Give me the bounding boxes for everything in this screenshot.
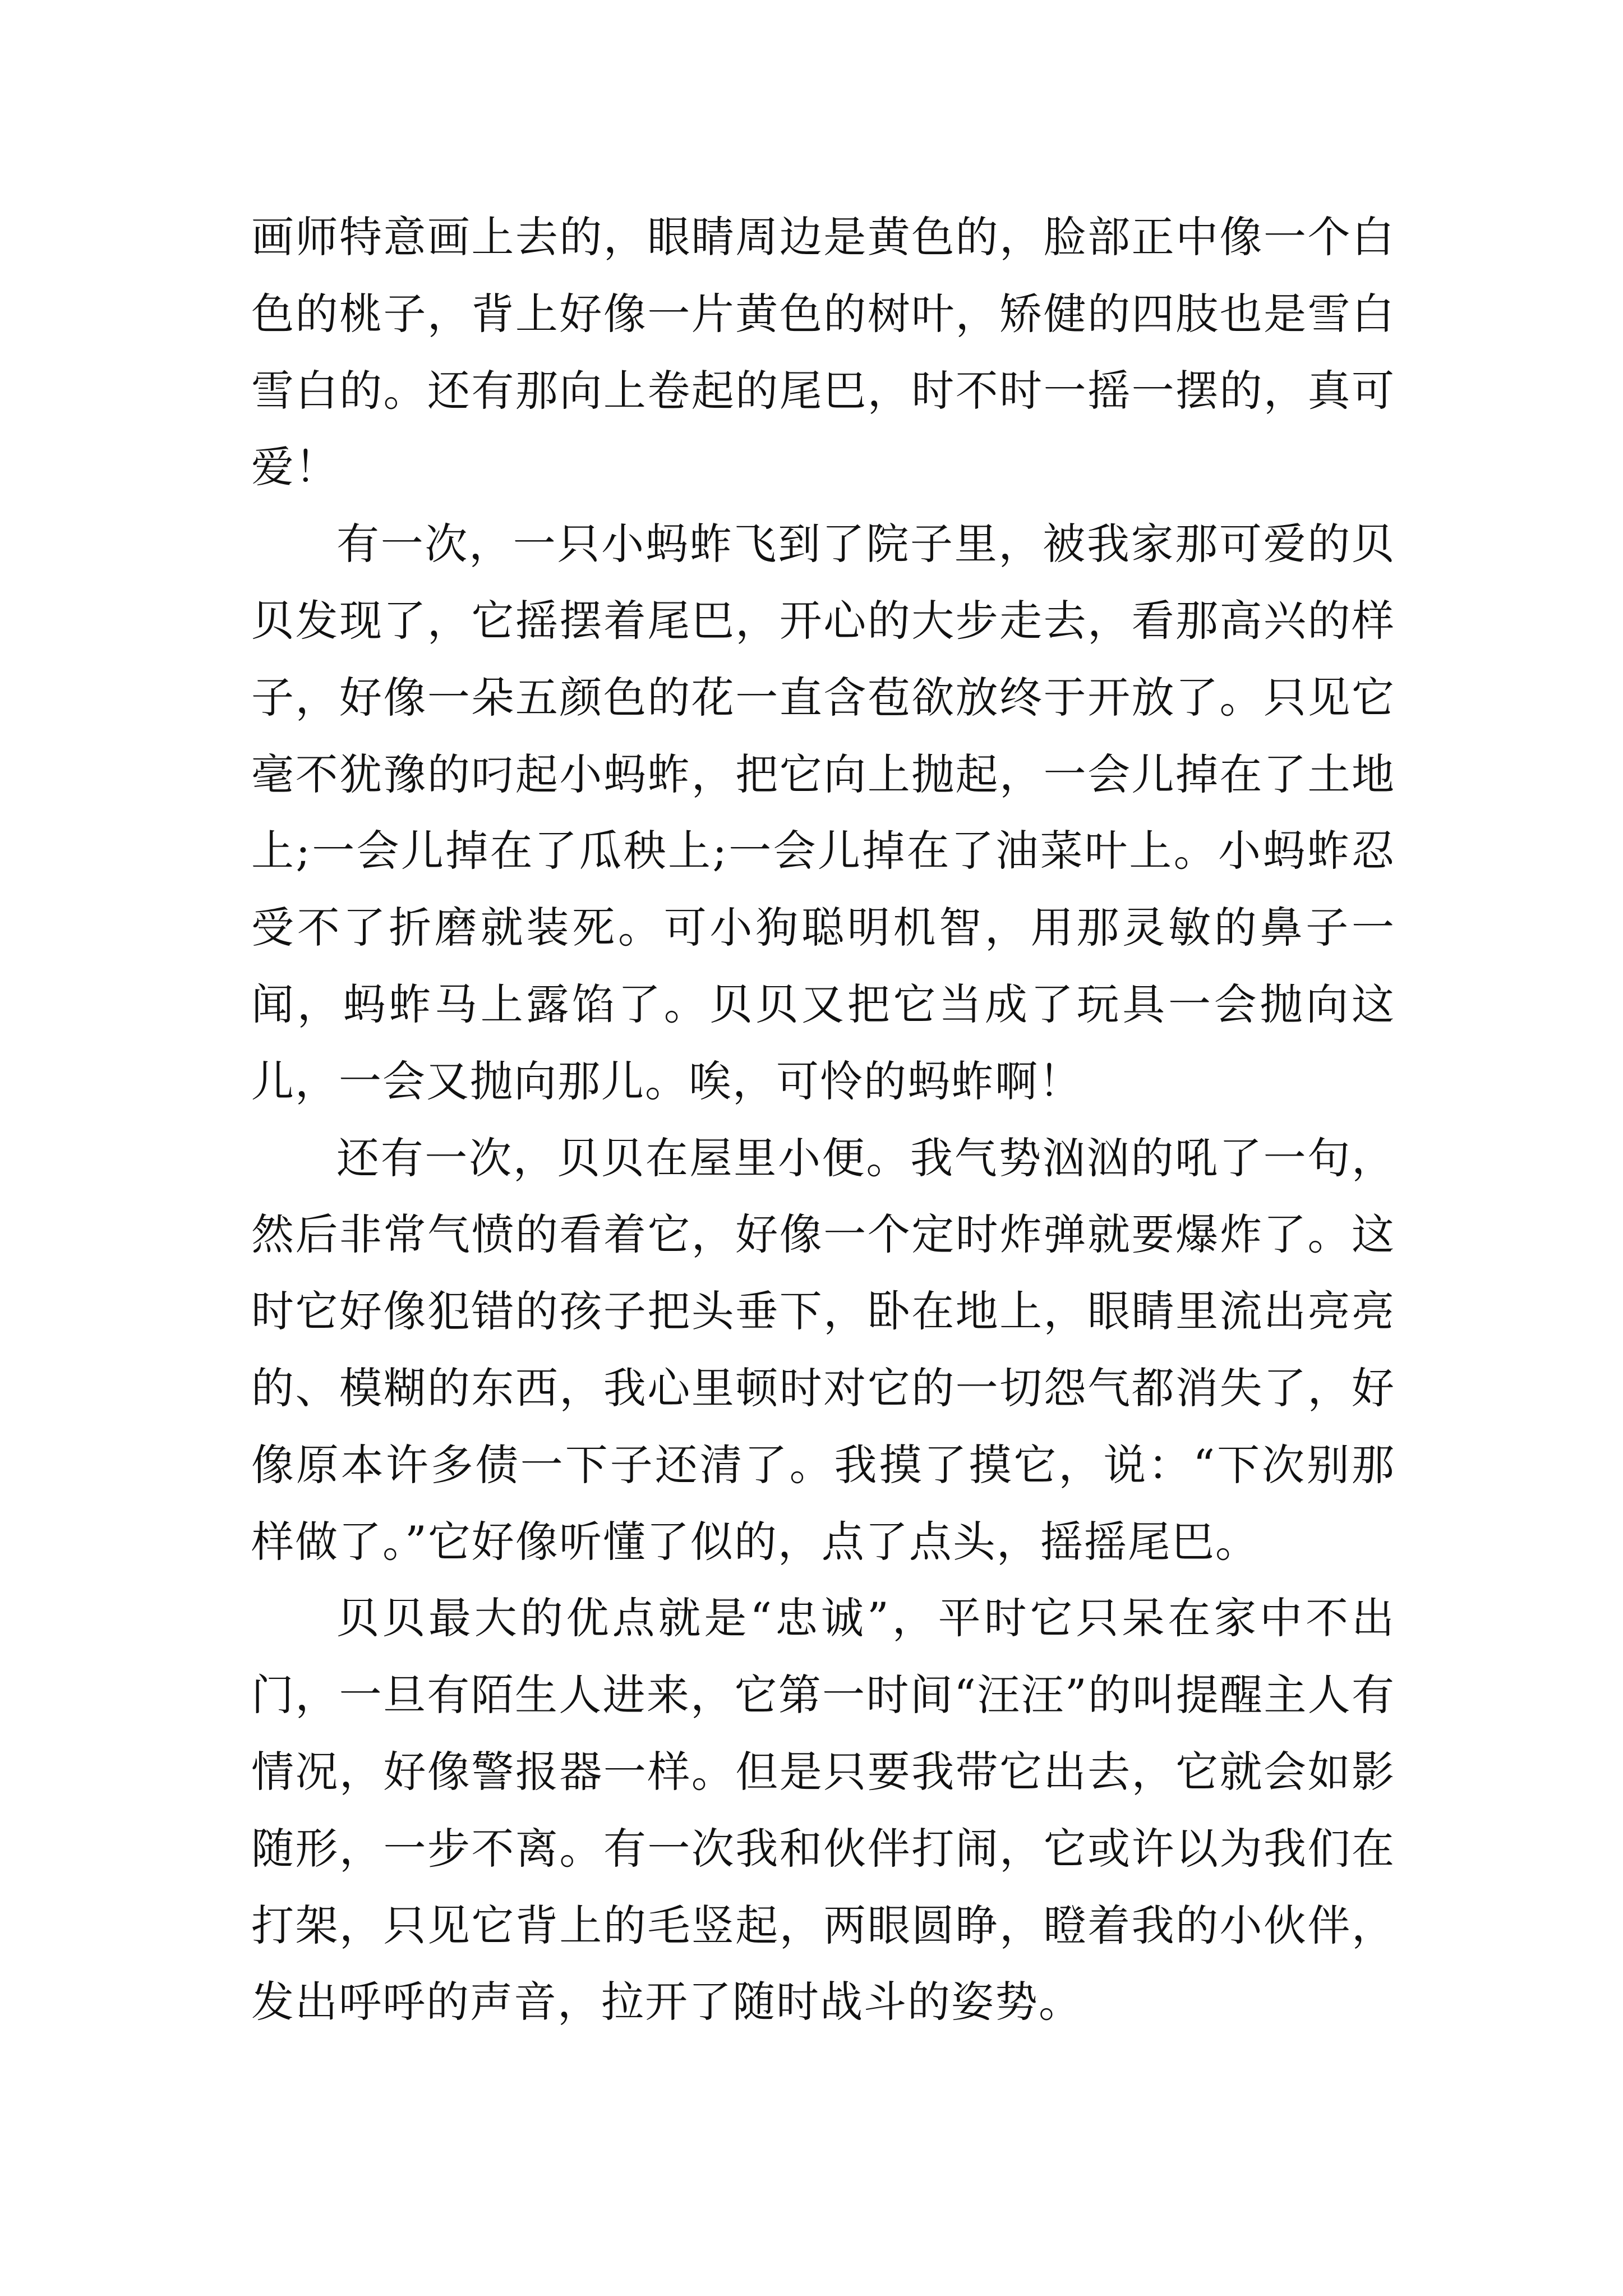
- paragraph-1: 画师特意画上去的，眼睛周边是黄色的，脸部正中像一个白色的桃子，背上好像一片黄色的树叶，矫健的四肢也是雪白雪白的。还有那向上卷起的尾巴，时不时一摇一摆的，真可爱！: [251, 212, 1395, 493]
- paragraph-3: 还有一次，贝贝在屋里小便。我气势汹汹的吼了一句，然后非常气愤的看着它，好像一个定时炸弹就要爆炸了。这时它好像犯错的孩子把头垂下，卧在地上，眼睛里流出亮亮的、模糊的东西，我心里顿时对它的一切怨气都消失了，好像原本许多债一下子还清了。我摸了摸它，说：“下次别那样做了。”它好像听懂了似的，点了点头，摇摇尾巴。: [251, 1133, 1395, 1567]
- document-body: [251, 199, 1395, 2041]
- paragraph-2: 有一次，一只小蚂蚱飞到了院子里，被我家那可爱的贝贝发现了，它摇摆着尾巴，开心的大步走去，看那高兴的样子，好像一朵五颜色的花一直含苞欲放终于开放了。只见它毫不犹豫的叼起小蚂蚱，把它向上抛起，一会儿掉在了土地上;一会儿掉在了瓜秧上;一会儿掉在了油菜叶上。小蚂蚱忍受不了折磨就装死。可小狗聪明机智，用那灵敏的鼻子一闻，蚂蚱马上露馅了。贝贝又把它当成了玩具一会抛向这儿，一会又抛向那儿。唉，可怜的蚂蚱啊！: [251, 519, 1395, 1106]
- paragraph-4: 贝贝最大的优点就是“忠诚”，平时它只呆在家中不出门，一旦有陌生人进来，它第一时间“汪汪”的叫提醒主人有情况，好像警报器一样。但是只要我带它出去，它就会如影随形，一步不离。有一次我和伙伴打闹，它或许以为我们在打架，只见它背上的毛竖起，两眼圆睁，瞪着我的小伙伴，发出呼呼的声音，拉开了随时战斗的姿势。: [251, 1593, 1395, 2027]
